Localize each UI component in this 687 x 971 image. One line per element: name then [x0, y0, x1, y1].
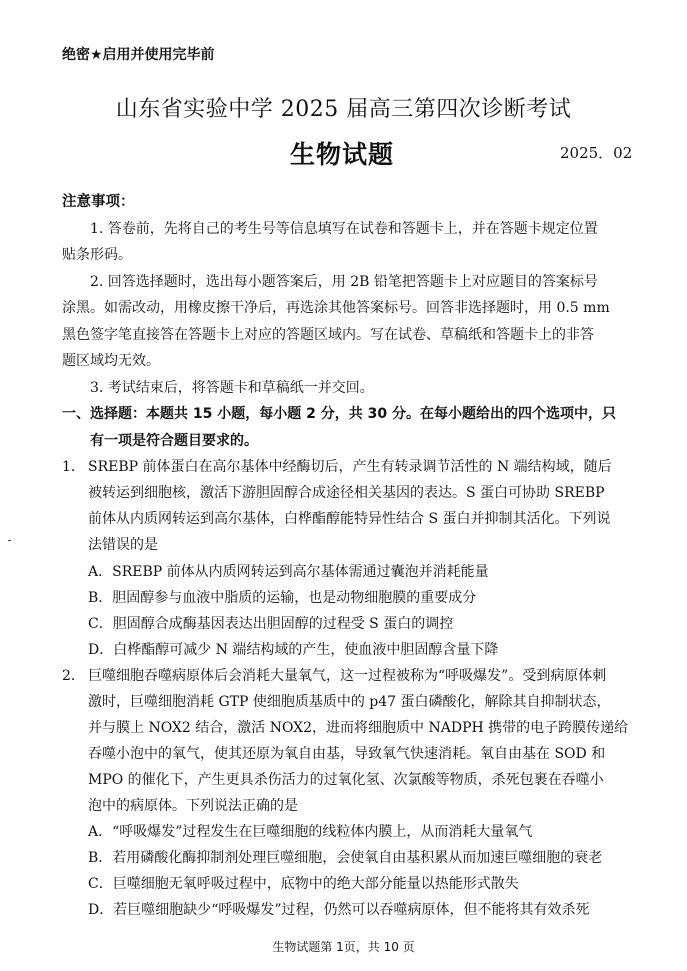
- section-heading: 一、选择题：本题共 15 小题，每小题 2 分，共 30 分。在每小题给出的四个选项中，只: [62, 406, 616, 422]
- confidential-label: 绝密★启用并使用完毕前: [62, 47, 215, 63]
- exam-title: 山东省实验中学 2025 届高三第四次诊断考试: [115, 97, 572, 122]
- option-d: D．白桦酯醇可减少 N 端结构域的产生，使血液中胆固醇含量下降: [88, 642, 499, 658]
- option-b: B．若用磷酸化酶抑制剂处理巨噬细胞，会使氧自由基积累从而加速巨噬细胞的衰老: [88, 850, 603, 866]
- question-stem-line: 被转运到细胞核，激活下游胆固醇合成途径相关基因的表达。S 蛋白可协助 SREBP: [88, 485, 605, 501]
- question-stem-line: MPO 的催化下，产生更具杀伤活力的过氧化氢、次氯酸等物质，杀死包裹在吞噬小: [88, 772, 604, 788]
- notice-line: 2. 回答选择题时，选出每小题答案后，用 2B 铅笔把答题卡上对应题目的答案标号: [90, 274, 598, 290]
- question-stem-line: 巨噬细胞吞噬病原体后会消耗大量氧气，这一过程被称为“呼吸爆发”。受到病原体刺: [88, 668, 607, 684]
- notice-heading: 注意事项：: [62, 194, 135, 210]
- question-stem-line: 泡中的病原体。下列说法正确的是: [88, 798, 298, 814]
- section-heading-cont: 有一项是符合题目要求的。: [90, 433, 258, 449]
- notice-line: 黑色签字笔直接答在答题卡上对应的答题区域内。写在试卷、草稿纸和答题卡上的非答: [62, 327, 594, 343]
- question-stem-line: 法错误的是: [88, 537, 158, 553]
- question-stem-line: 并与膜上 NOX2 结合，激活 NOX2，进而将细胞质中 NADPH 携带的电子跨膜传递给: [88, 720, 629, 736]
- question-number: 2．: [62, 668, 85, 684]
- option-c: C．胆固醇合成酶基因表达出胆固醇的过程受 S 蛋白的调控: [88, 616, 454, 632]
- question-number: 1．: [62, 459, 85, 475]
- option-b: B．胆固醇参与血液中脂质的运输，也是动物细胞膜的重要成分: [88, 590, 477, 606]
- option-d: D．若巨噬细胞缺少“呼吸爆发”过程，仍然可以吞噬病原体，但不能将其有效杀死: [88, 902, 590, 918]
- notice-line: 贴条形码。: [62, 247, 132, 263]
- page-footer: 生物试题第 1页，共 10 页: [272, 940, 415, 954]
- subject-title: 生物试题: [290, 140, 395, 169]
- exam-date: 2025．02: [560, 144, 633, 162]
- option-c: C．巨噬细胞无氧呼吸过程中，底物中的绝大部分能量以热能形式散失: [88, 876, 519, 892]
- option-a: A．“呼吸爆发”过程发生在巨噬细胞的线粒体内膜上，从而消耗大量氧气: [88, 824, 533, 840]
- notice-line: 3. 考试结束后，将答题卡和草稿纸一并交回。: [90, 380, 374, 396]
- option-a: A．SREBP 前体从内质网转运到高尔基体需通过囊泡并消耗能量: [88, 564, 489, 580]
- question-stem-line: 激时，巨噬细胞消耗 GTP 使细胞质基质中的 p47 蛋白磷酸化，解除其自抑制状态，: [88, 694, 611, 710]
- question-stem-line: SREBP 前体蛋白在高尔基体中经酶切后，产生有转录调节活性的 N 端结构域，随后: [88, 459, 612, 475]
- notice-line: 题区域均无效。: [62, 353, 160, 369]
- notice-line: 1. 答卷前，先将自己的考生号等信息填写在试卷和答题卡上，并在答题卡规定位置: [90, 221, 598, 237]
- question-stem-line: 吞噬小泡中的氧气，使其还原为氧自由基，导致氧气快速消耗。氧自由基在 SOD 和: [88, 746, 606, 762]
- notice-line: 涂黑。如需改动，用橡皮擦干净后，再选涂其他答案标号。回答非选择题时，用 0.5 mm: [62, 300, 610, 316]
- question-stem-line: 前体从内质网转运到高尔基体，白桦酯醇能特异性结合 S 蛋白并抑制其活化。下列说: [88, 511, 611, 527]
- scan-mark: [8, 540, 11, 541]
